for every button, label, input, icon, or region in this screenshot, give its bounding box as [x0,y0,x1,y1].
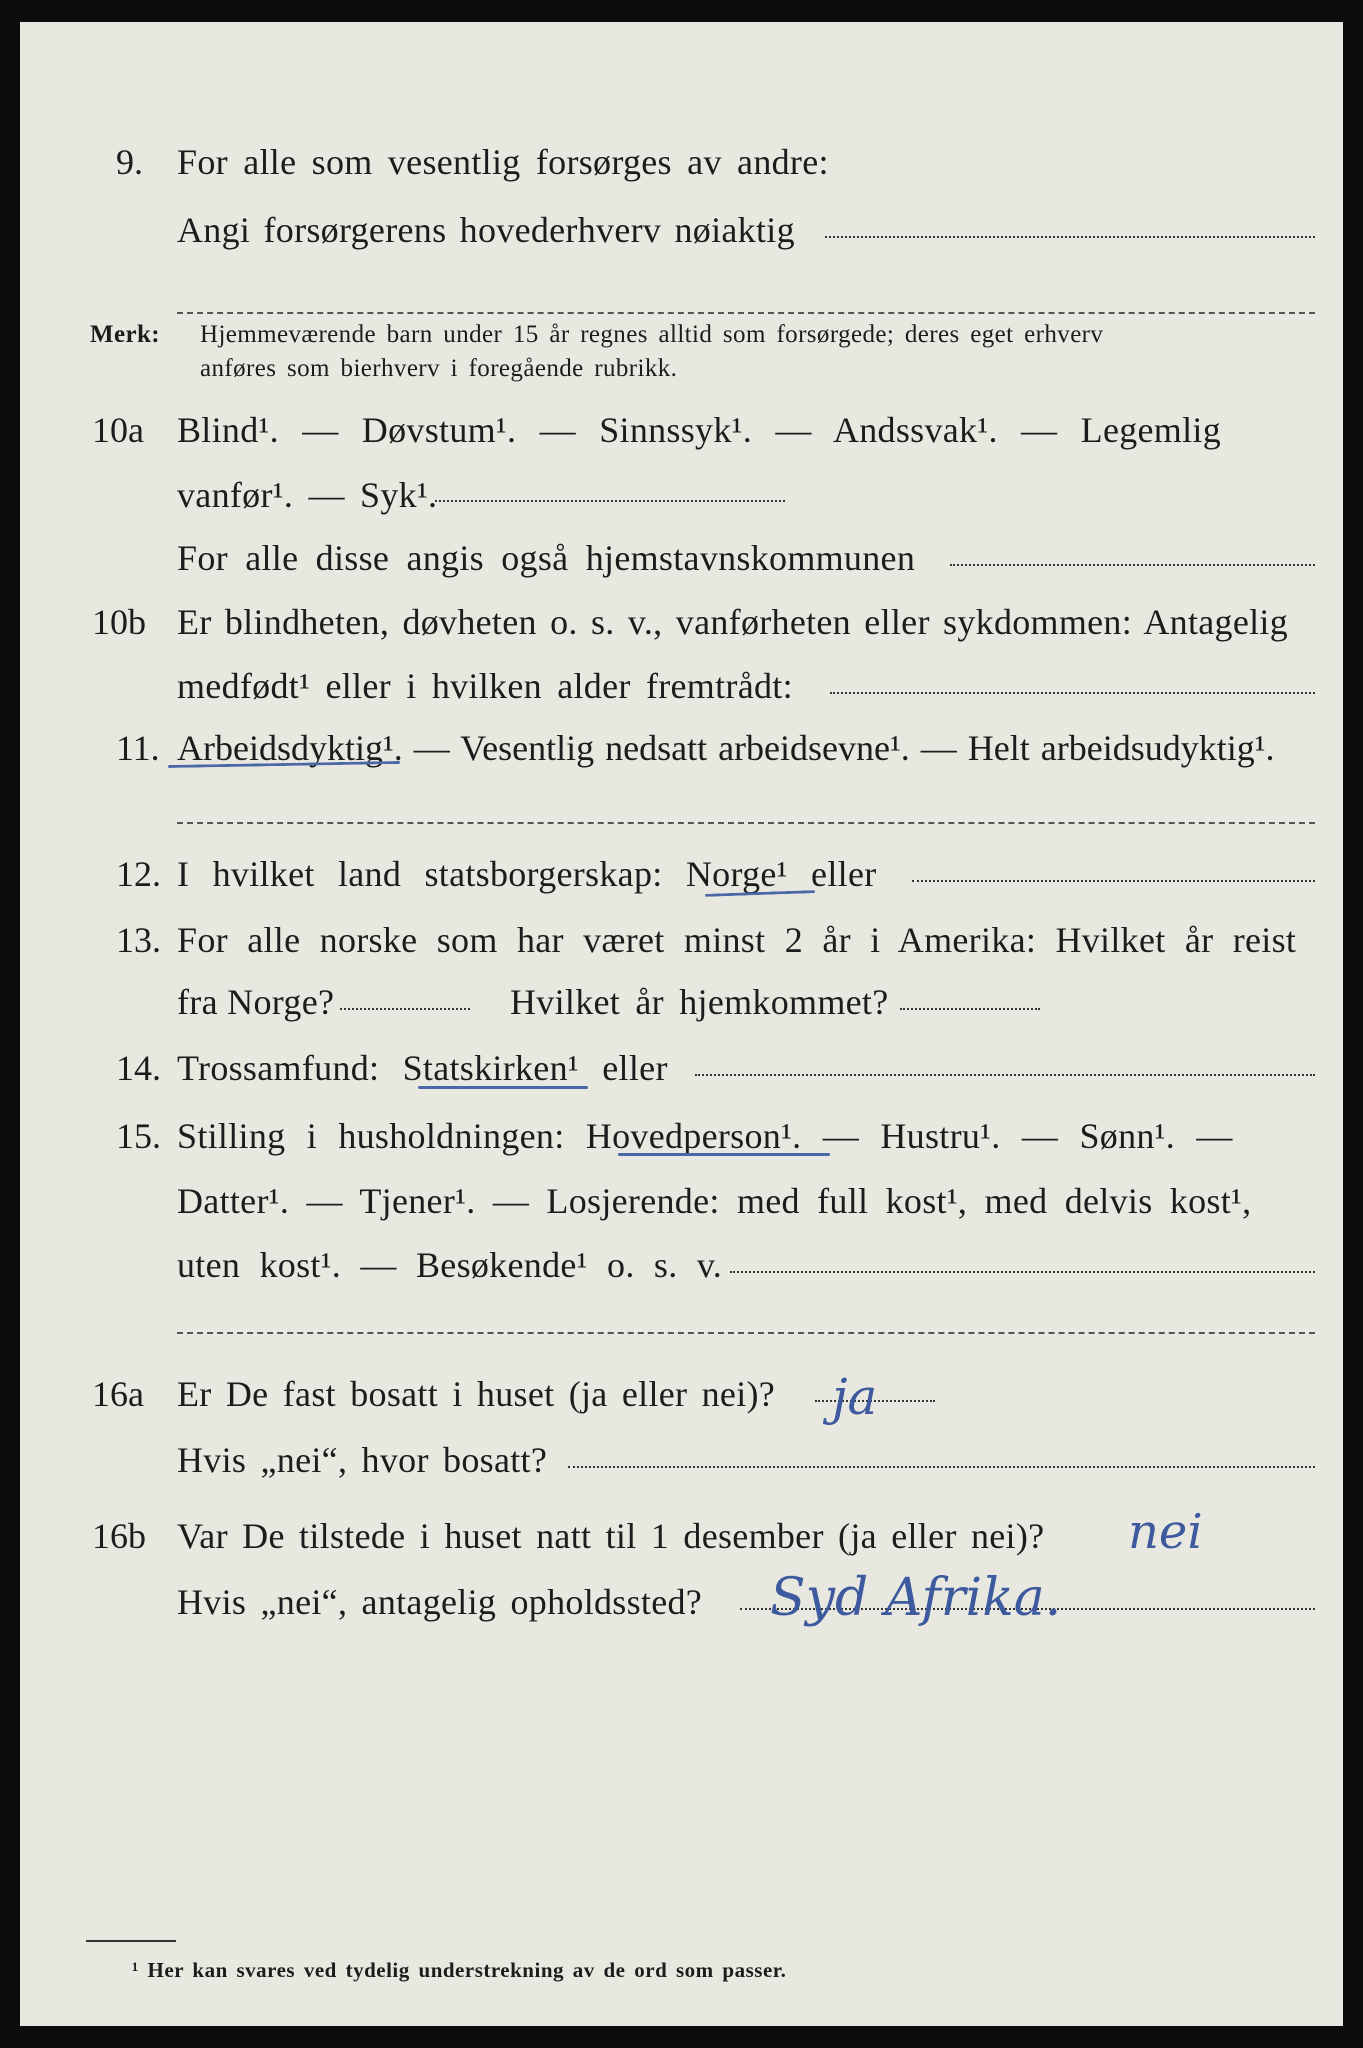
q10b-answer-line [830,692,1315,694]
q12-text: I hvilket land statsborgerskap: Norge¹ eller [177,854,877,894]
q11-text: Arbeidsdyktig¹. — Vesentlig nedsatt arbeidsevne¹. — Helt arbeidsudyktig¹. [177,728,1275,768]
q9-extra-line [177,312,1315,314]
q14-handwritten-underline [418,1086,588,1089]
q15-line1: Stilling i husholdningen: Hovedperson¹. — Hustru¹. — Sønn¹. — [177,1116,1233,1156]
q12-answer-line [912,880,1315,882]
q13-line2b: Hvilket år hjemkommet? [510,982,889,1022]
q13-reist-line [340,1008,470,1010]
q15-handwritten-underline [618,1153,830,1156]
q14-text: Trossamfund: Statskirken¹ eller [177,1048,668,1088]
q9-line1: For alle som vesentlig forsørges av andre: [177,142,829,182]
q14-answer-line [695,1074,1315,1076]
q9-number: 9. [116,142,143,182]
q16a-number: 16a [92,1374,144,1414]
q10a-kommune-line [950,564,1315,566]
q10a-number: 10a [92,410,144,450]
q11-extra-line [177,822,1315,824]
q10a-answer-line [435,500,785,502]
merk-line2: anføres som bierhverv i foregående rubrikk. [200,355,678,382]
q15-answer-line [730,1271,1315,1273]
q16a-line2: Hvis „nei“, hvor bosatt? [177,1440,548,1480]
footnote-text: ¹ Her kan svares ved tydelig understrekning av de ord som passer. [132,1958,787,1982]
q15-number: 15. [116,1116,161,1156]
q9-line2: Angi forsørgerens hovederhverv nøiaktig [177,210,795,250]
q10a-line2: vanfør¹. — Syk¹. [177,475,438,515]
q13-line2a: fra Norge? [177,982,335,1022]
q13-number: 13. [116,920,161,960]
q13-hjemkommet-line [900,1008,1040,1010]
q16b-line2: Hvis „nei“, antagelig opholdssted? [177,1582,703,1622]
q10b-line2: medfødt¹ eller i hvilken alder fremtrådt: [177,666,793,706]
q15-line2: Datter¹. — Tjener¹. — Losjerende: med full kost¹, med delvis kost¹, [177,1181,1252,1221]
q16a-handwritten-answer: ja [832,1368,878,1426]
footnote-rule [86,1940,176,1942]
q16a-line1: Er De fast bosatt i huset (ja eller nei)? [177,1374,776,1414]
q15-line3: uten kost¹. — Besøkende¹ o. s. v. [177,1245,723,1285]
q10a-line1: Blind¹. — Døvstum¹. — Sinnssyk¹. — Andssvak¹. — Legemlig [177,410,1222,450]
q12-number: 12. [116,854,161,894]
q9-answer-line [825,236,1315,238]
q13-line1: For alle norske som har været minst 2 år i Amerika: Hvilket år reist [177,920,1297,960]
q16b-line1: Var De tilstede i huset natt til 1 desember (ja eller nei)? [177,1516,1045,1556]
q14-number: 14. [116,1048,161,1088]
q10b-line1: Er blindheten, døvheten o. s. v., vanførheten eller sykdommen: Antagelig [177,602,1289,642]
census-form-page [20,22,1343,2026]
q15-extra-line [177,1332,1315,1334]
q16b-handwritten-answer: nei [1128,1504,1203,1560]
q10a-line3: For alle disse angis også hjemstavnskommunen [177,538,916,578]
merk-label: Merk: [90,321,161,348]
q16a-bosatt-line [568,1466,1315,1468]
q10b-number: 10b [92,602,146,642]
q16b-number: 16b [92,1516,146,1556]
q11-number: 11. [116,728,160,768]
q16b-handwritten-place: Syd Afrika. [770,1568,1062,1628]
merk-line1: Hjemmeværende barn under 15 år regnes alltid som forsørgede; deres eget erhverv [200,321,1104,348]
